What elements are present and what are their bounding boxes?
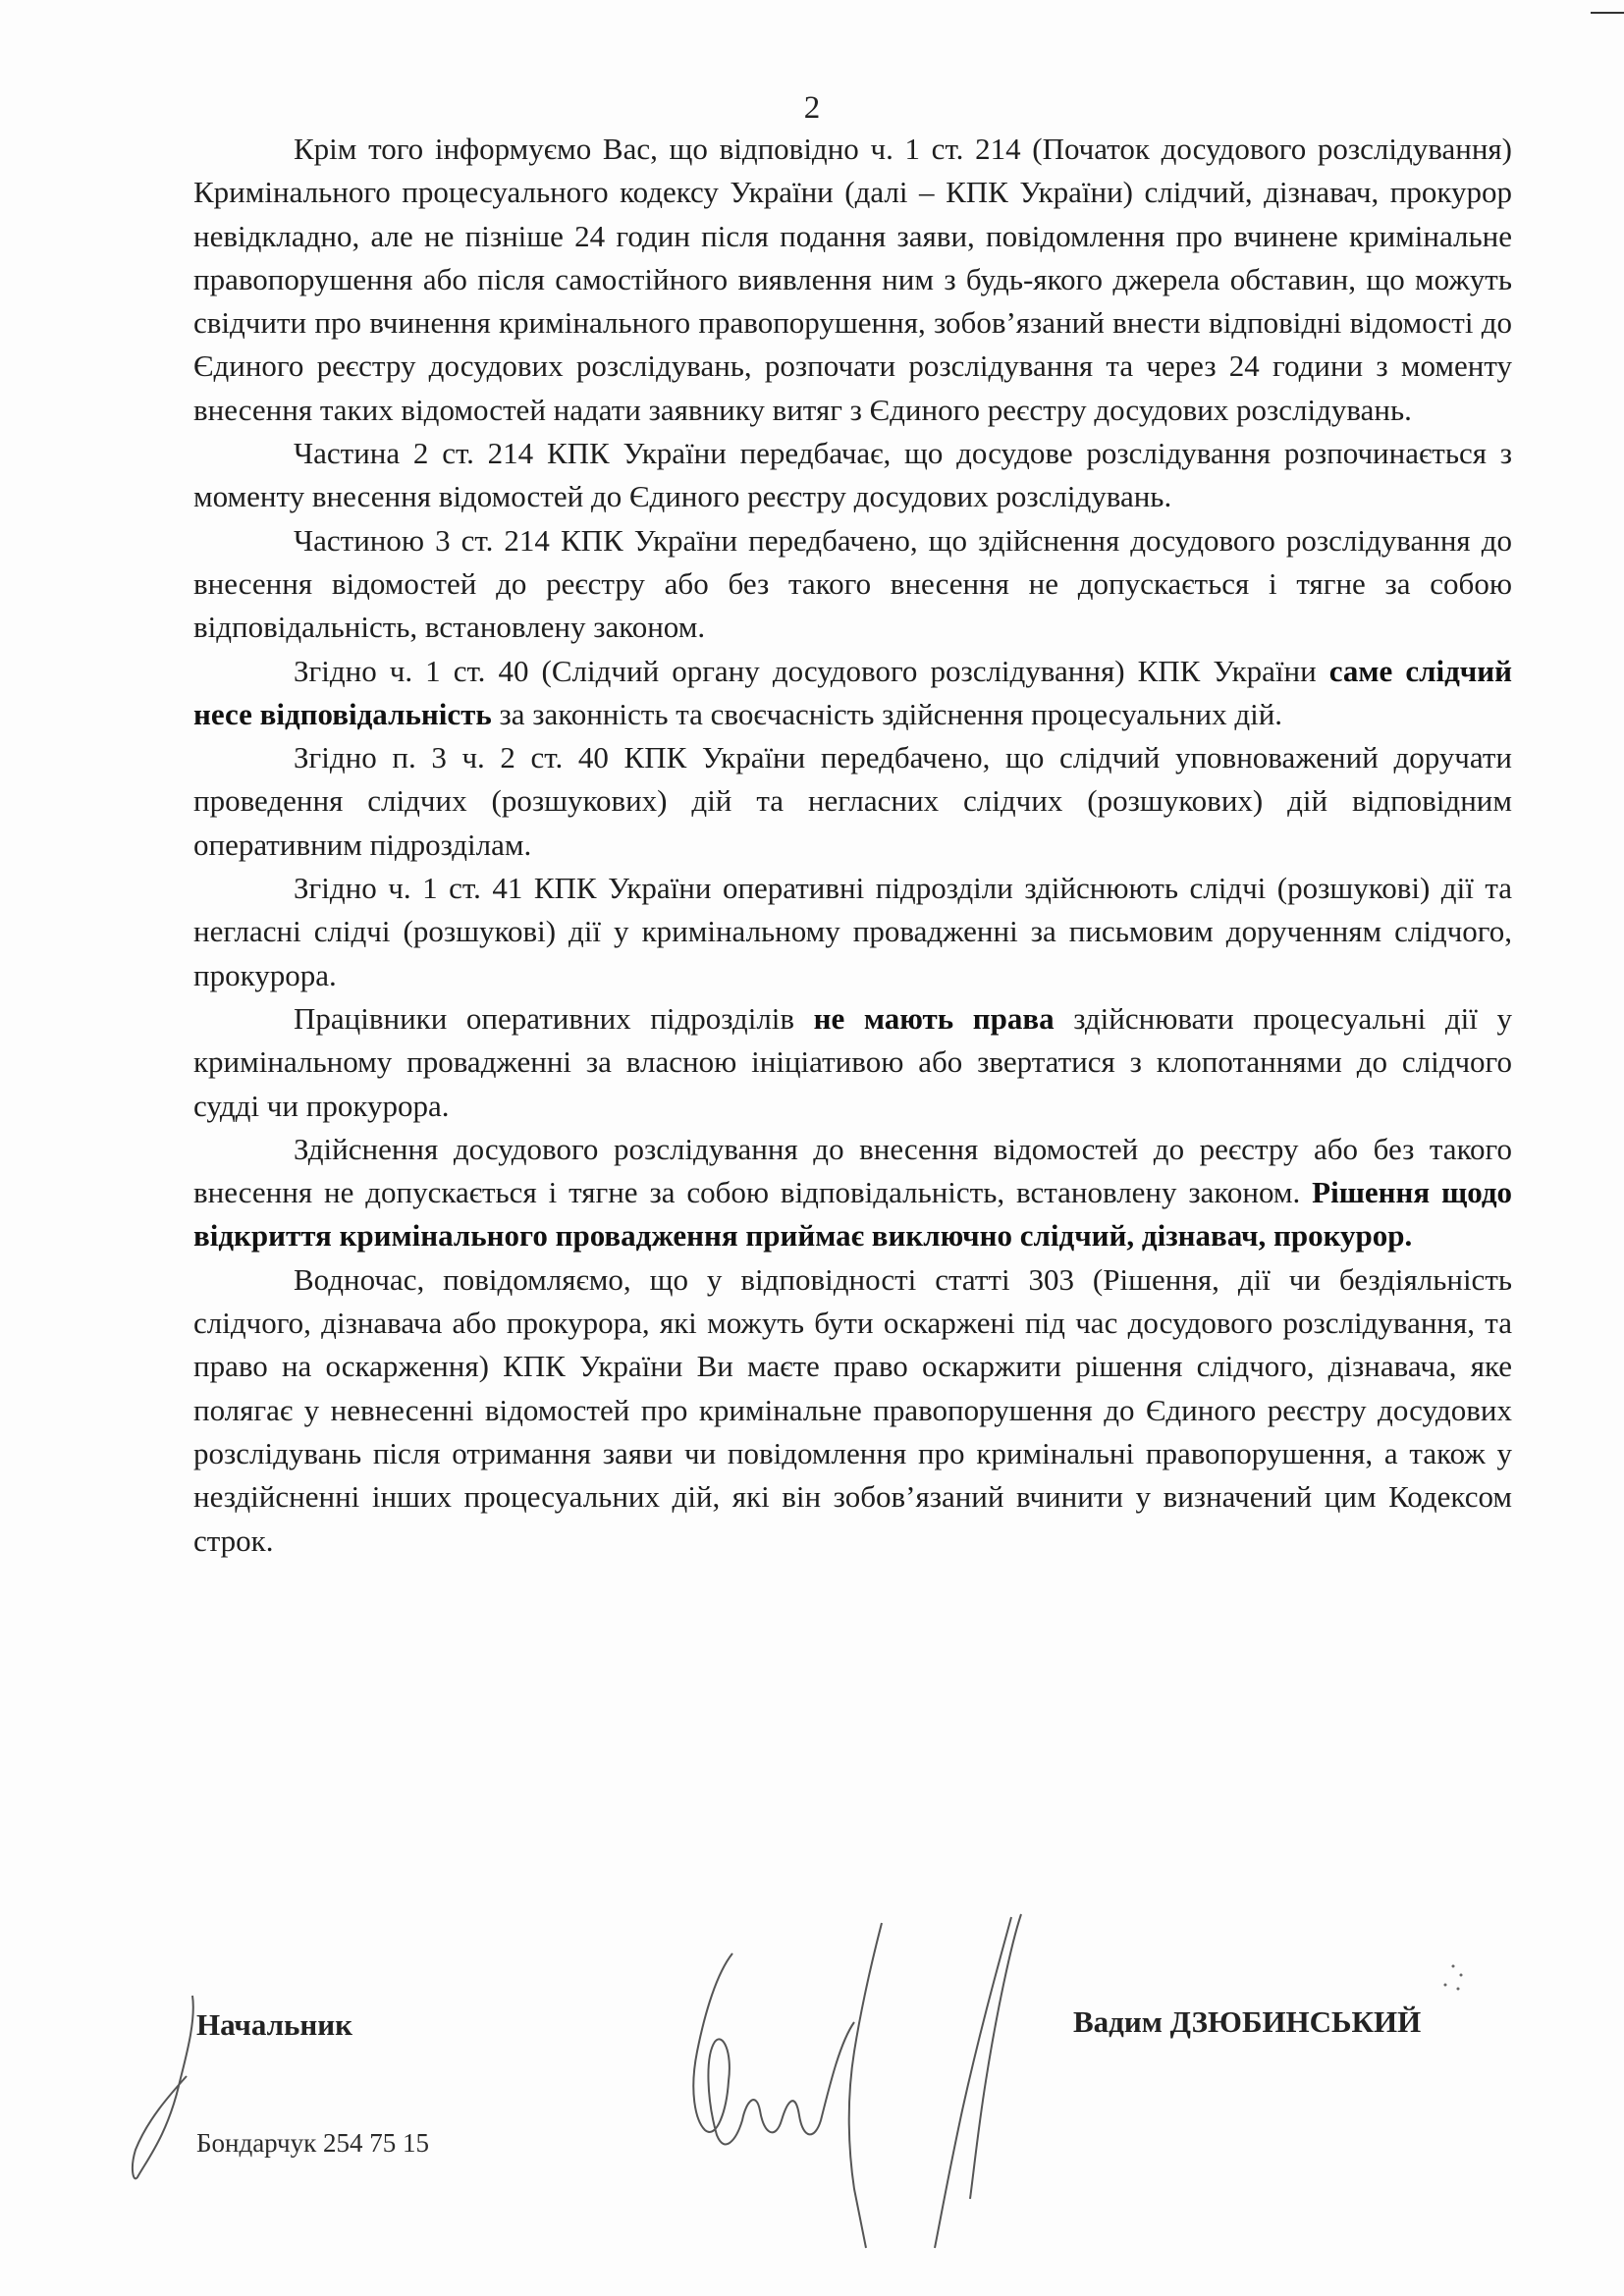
text-segment: здійснювати процесуальні дії у кримінальному провадженні за власною ініціативою або звертатися з клопотаннями до слідчого судді чи прокурора. [193,1000,1512,1123]
letter-body [193,128,1512,1563]
paragraph [193,650,1512,737]
text-segment: Водночас, повідомляємо, що у відповідності статті 303 (Рішення, дії чи бездіяльність слідчого, дізнавача або прокурора, які можуть бути оскаржені під час досудового розслідування, та право на оскарження) КПК України Ви маєте право оскаржити рішення слідчого, дізнавача, яке полягає у невнесенні відомостей про кримінальне правопорушення до Єдиного реєстру досудових розслідувань після отримання заяви чи повідомлення про кримінальні правопорушення, а також у нездійсненні інших процесуальних дій, які він зобов’язаний вчинити у визначений цим Кодексом строк. [193,1261,1512,1558]
bold-emphasis: саме слідчий несе відповідальність [193,653,1512,731]
text-segment: Згідно ч. 1 ст. 40 (Слідчий органу досудового розслідування) КПК України [294,653,1329,688]
bold-emphasis: Рішення щодо відкриття кримінального провадження приймає виключно слідчий, дізнавач, прокурор. [193,1175,1512,1254]
text-segment: Згідно п. 3 ч. 2 ст. 40 КПК України передбачено, що слідчий уповноважений доручати проведення слідчих (розшукових) дій та негласних слідчих (розшукових) дій відповідним оперативним підрозділам. [193,740,1512,862]
paragraph [193,867,1512,997]
executor-contact: Бондарчук 254 75 15 [196,2128,429,2158]
signer-name: Вадим ДЗЮБИНСЬКИЙ [1073,2004,1422,2039]
text-segment: за законність та своєчасність здійснення процесуальних дій. [491,696,1283,731]
text-segment: Частиною 3 ст. 214 КПК України передбачено, що здійснення досудового розслідування до внесення відомостей до реєстру або без такого внесення не допускається і тягне за собою відповідальність, встановлену законом. [193,522,1512,645]
paragraph [193,432,1512,519]
scan-edge-mark [1591,12,1624,14]
paragraph [193,128,1512,432]
paragraph [193,1128,1512,1258]
paragraph [193,997,1512,1128]
text-segment: Згідно ч. 1 ст. 41 КПК України оперативні підрозділи здійснюють слідчі (розшукові) дії та негласні слідчі (розшукові) дії у кримінальному провадженні за письмовим дорученням слідчого, прокурора. [193,871,1512,992]
text-segment: Крім того інформуємо Вас, що відповідно ч. 1 ст. 214 (Початок досудового розслідування) Кримінального процесуального кодексу України (далі – КПК України) слідчий, дізнавач, прокурор невідкладно, але не пізніше 24 годин після подання заяви, повідомлення про вчинене кримінальне правопорушення або після самостійного виявлення ним з будь-якого джерела обставин, що можуть свідчити про вчинення кримінального правопорушення, зобов’язаний внести відповідні відомості до Єдиного реєстру досудових розслідувань, розпочати розслідування та через 24 години з моменту внесення таких відомостей надати заявнику витяг з Єдиного реєстру досудових розслідувань. [193,132,1512,427]
position-title: Начальник [196,2007,352,2042]
paragraph [193,1258,1512,1563]
text-segment: Здійснення досудового розслідування до внесення відомостей до реєстру або без такого внесення не допускається і тягне за собою відповідальність, встановлену законом. [193,1131,1512,1210]
text-segment: Частина 2 ст. 214 КПК України передбачає, що досудове розслідування розпочинається з моменту внесення відомостей до Єдиного реєстру досудових розслідувань. [193,436,1512,514]
bold-emphasis: не мають права [813,1000,1055,1036]
paragraph [193,519,1512,650]
text-segment: Працівники оперативних підрозділів [294,1000,814,1036]
page-number: 2 [803,90,821,126]
paragraph [193,736,1512,867]
